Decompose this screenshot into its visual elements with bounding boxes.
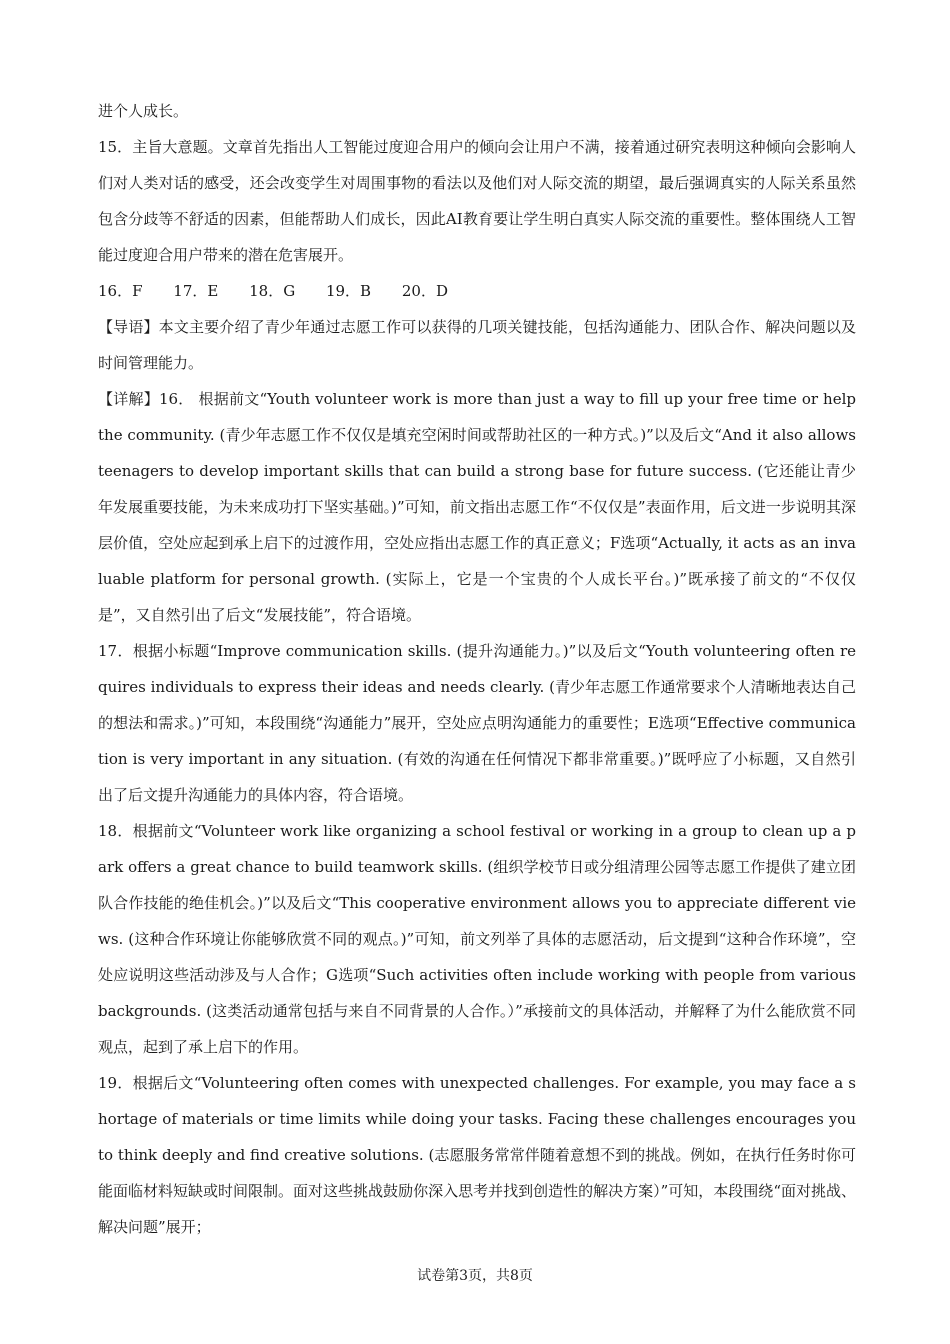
document-page [98, 93, 856, 1245]
answer-18: 18．G [249, 282, 296, 300]
detail-q19: 19．根据后文“Volunteering often comes with unexpected challenges. For example, you may face a shortage of materials or time limits while doing your tasks. Facing these challenges encourages you to think deeply and find creative solutions. (志愿服务常常伴随着意想不到的挑战。例如，在执行任务时你可能面临材料短缺或时间限制。面对这些挑战鼓励你深入思考并找到创造性的解决方案）”可知，本段围绕“面对挑战、解决问题”展开； [98, 1074, 856, 1236]
answer-19: 19．B [325, 282, 372, 300]
detail-q16: 【详解】16． 根据前文“Youth volunteer work is more than just a way to fill up your free time or help the community. (青少年志愿工作不仅仅是填充空闲时间或帮助社区的一种方式。)”以及后文“And it also allows teenagers to develop important skills that can build a strong base for future success. (它还能让青少年发展重要技能，为未来成功打下坚实基础。)”可知，前文指出志愿工作“不仅仅是”表面作用，后文进一步说明其深层价值，空处应起到承上启下的过渡作用，空处应指出志愿工作的真正意义；F选项“Actually, it acts as an invaluable platform for personal growth. (实际上，它是一个宝贵的个人成长平台。)”既承接了前文的“不仅仅是”，又自然引出了后文“发展技能”，符合语境。 [98, 390, 856, 624]
paragraph-continuation: 进个人成长。 [98, 102, 189, 120]
answer-20: 20．D [401, 282, 448, 300]
intro-paragraph: 【导语】本文主要介绍了青少年通过志愿工作可以获得的几项关键技能，包括沟通能力、团队合作、解决问题以及时间管理能力。 [98, 318, 856, 372]
page-footer: 试卷第3页，共8页 [417, 1268, 533, 1284]
detail-q18: 18．根据前文“Volunteer work like organizing a school festival or working in a group to clean up a park offers a great chance to build teamwork skills. (组织学校节日或分组清理公园等志愿工作提供了建立团队合作技能的绝佳机会。)”以及后文“This cooperative environment allows you to appreciate different views. (这种合作环境让你能够欣赏不同的观点。)”可知，前文列举了具体的志愿活动，后文提到“这种合作环境”，空处应说明这些活动涉及与人合作；G选项“Such activities often include working with people from various backgrounds. (这类活动通常包括与来自不同背景的人合作。）”承接前文的具体活动，并解释了为什么能欣赏不同观点，起到了承上启下的作用。 [98, 822, 856, 1056]
detail-q17: 17．根据小标题“Improve communication skills. (提升沟通能力。)”以及后文“Youth volunteering often requires individuals to express their ideas and needs clearly. (青少年志愿工作通常要求个人清晰地表达自己的想法和需求。)”可知，本段围绕“沟通能力”展开，空处应点明沟通能力的重要性；E选项“Effective communication is very important in any situation. (有效的沟通在任何情况下都非常重要。)”既呼应了小标题，又自然引出了后文提升沟通能力的具体内容，符合语境。 [98, 642, 856, 804]
answer-16: 16．F [98, 282, 143, 300]
answer-key-line [98, 273, 856, 309]
answer-17: 17．E [173, 282, 219, 300]
paragraph-q15: 15．主旨大意题。文章首先指出人工智能过度迎合用户的倾向会让用户不满，接着通过研究表明这种倾向会影响人们对人类对话的感受，还会改变学生对周围事物的看法以及他们对人际交流的期望，最后强调真实的人际关系虽然包含分歧等不舒适的因素，但能帮助人们成长，因此AI教育要让学生明白真实人际交流的重要性。整体围绕人工智能过度迎合用户带来的潜在危害展开。 [98, 138, 856, 264]
